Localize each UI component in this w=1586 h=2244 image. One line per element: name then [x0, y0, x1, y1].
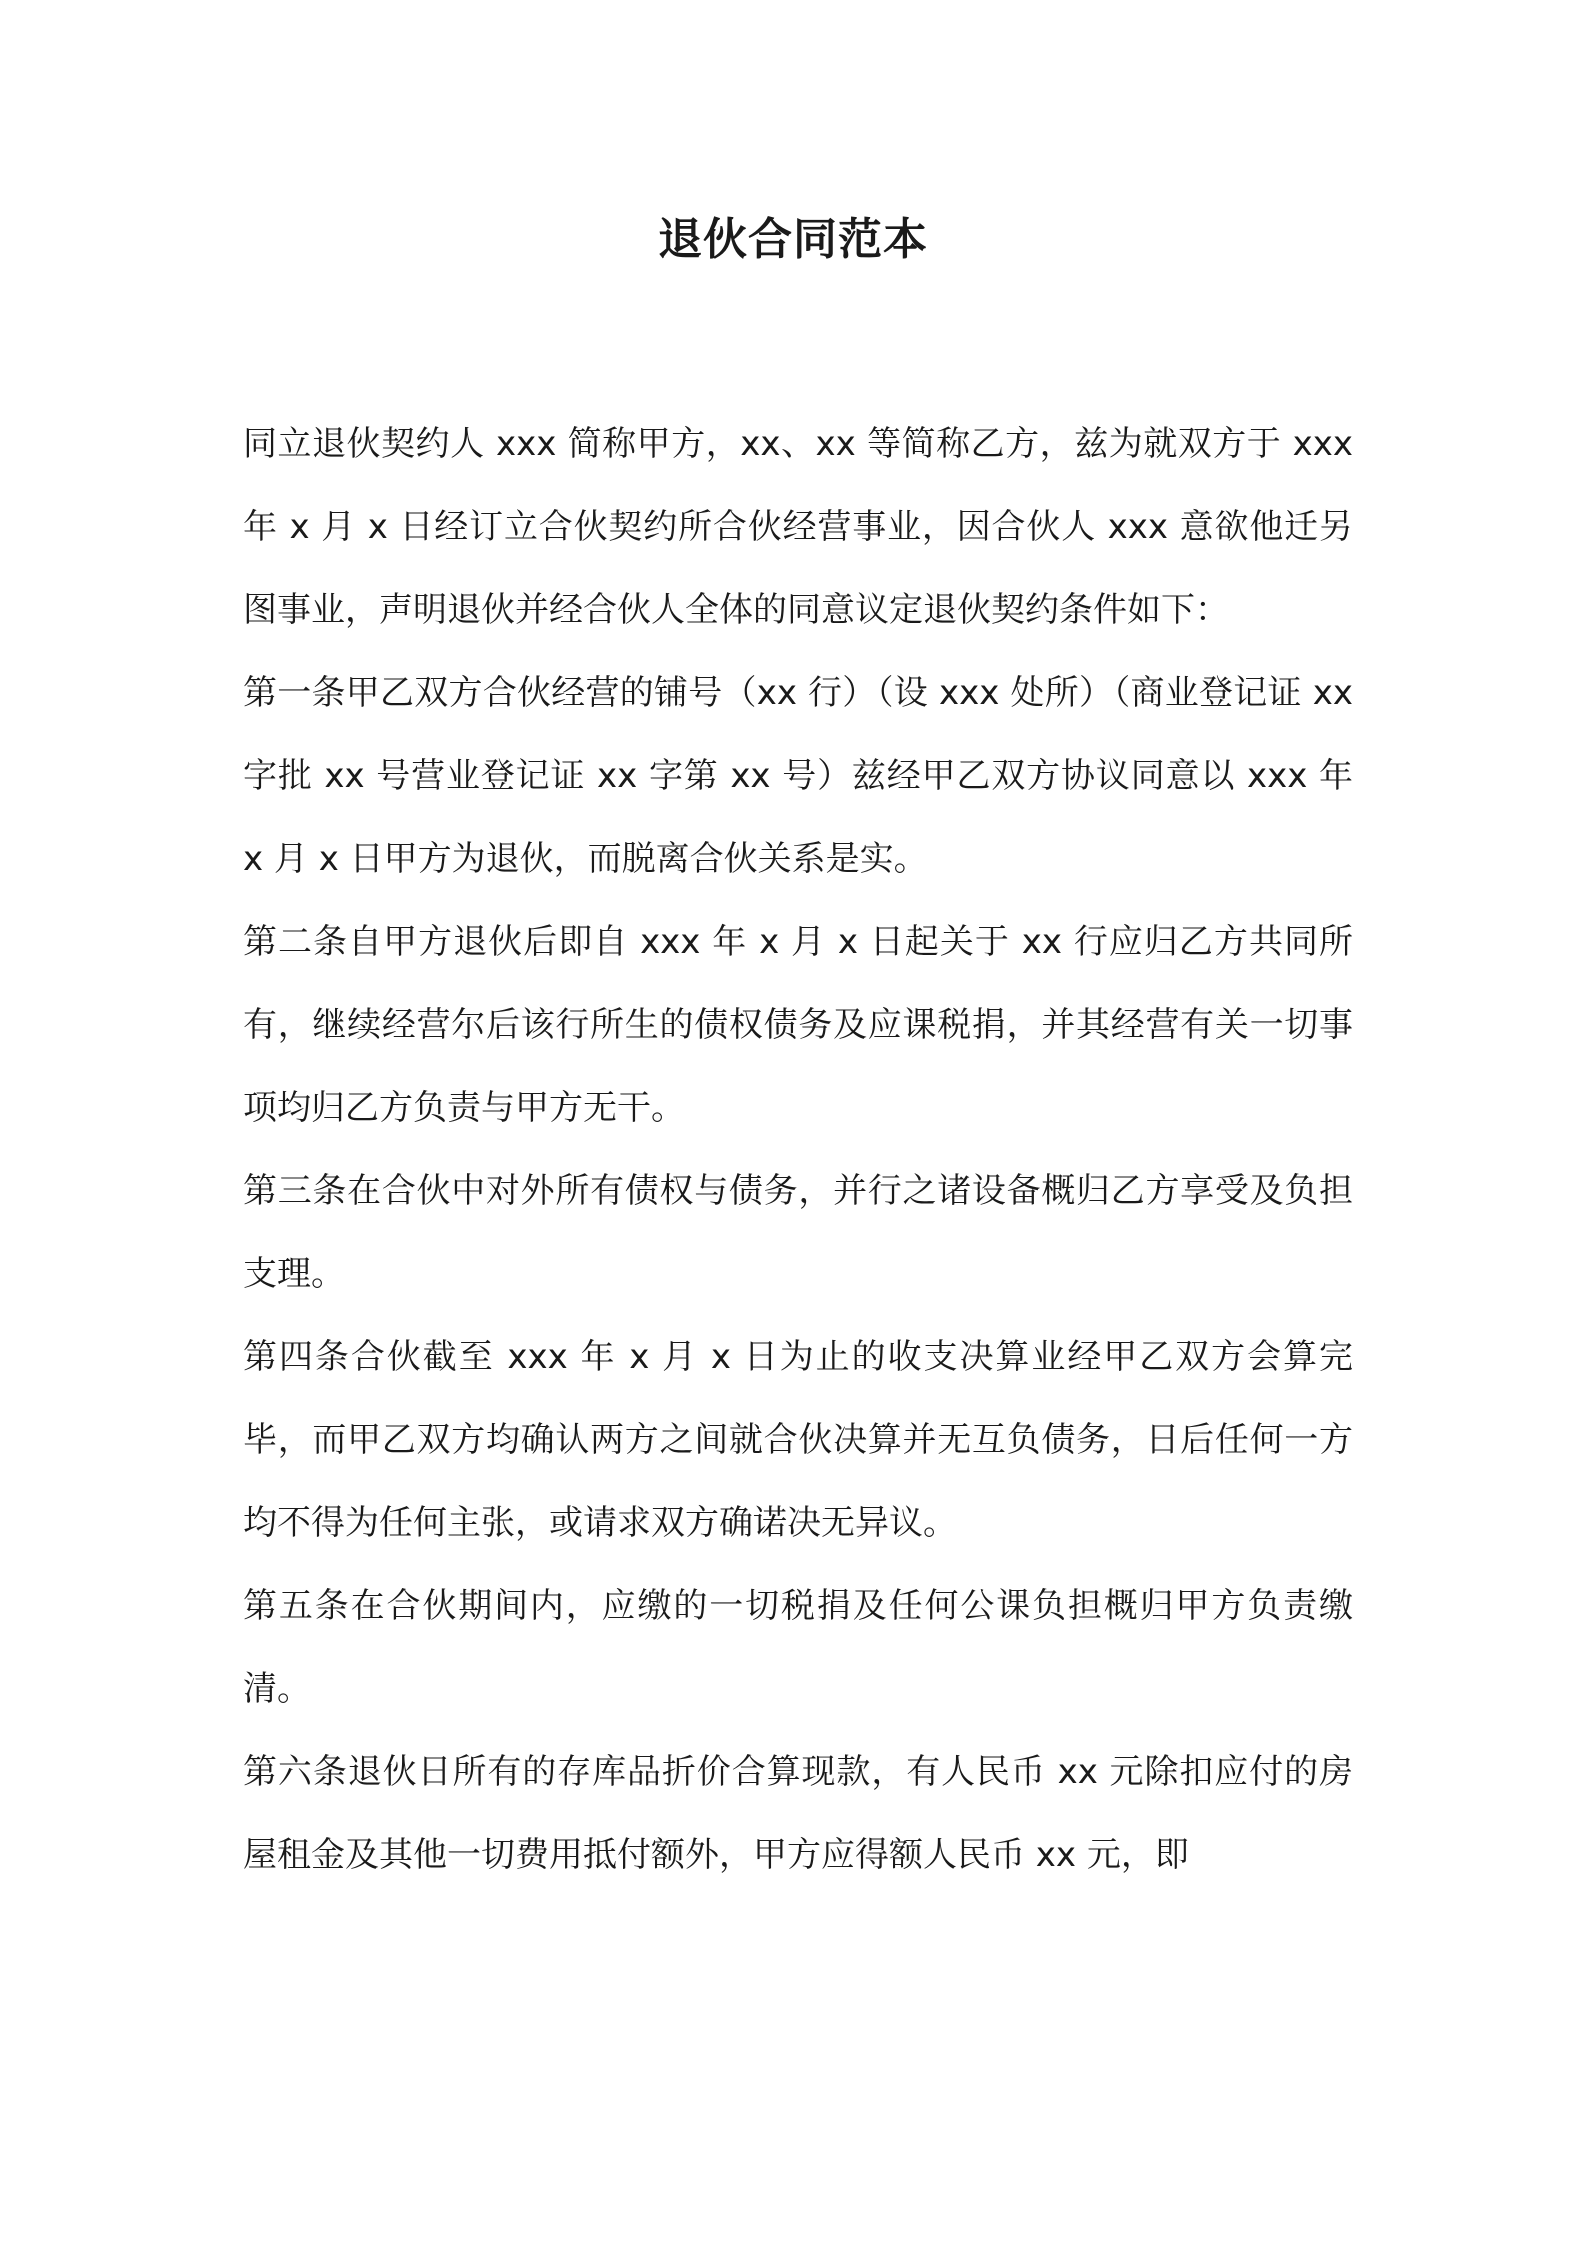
document-title: 退伙合同范本	[658, 214, 928, 265]
article-2-paragraph: 第二条自甲方退伙后即自 xxx 年 x 月 x 日起关于 xx 行应归乙方共同所有，继续经营尔后该行所生的债权债务及应课税捐，并其经营有关一切事项均归乙方负责与甲方无干。	[243, 922, 1353, 1128]
article-4-paragraph: 第四条合伙截至 xxx 年 x 月 x 日为止的收支决算业经甲乙双方会算完毕，而甲乙双方均确认两方之间就合伙决算并无互负债务，日后任何一方均不得为任何主张，或请求双方确诺决无异议。	[243, 1337, 1353, 1543]
document-body	[243, 403, 1353, 1897]
preamble-paragraph: 同立退伙契约人 xxx 简称甲方，xx、xx 等简称乙方，兹为就双方于 xxx 年 x 月 x 日经订立合伙契约所合伙经营事业，因合伙人 xxx 意欲他迁另图事业，声明退伙并经合伙人全体的同意议定退伙契约条件如下：	[243, 424, 1353, 630]
article-5-paragraph: 第五条在合伙期间内，应缴的一切税捐及任何公课负担概归甲方负责缴清。	[243, 1586, 1353, 1709]
article-6-paragraph: 第六条退伙日所有的存库品折价合算现款，有人民币 xx 元除扣应付的房屋租金及其他一切费用抵付额外，甲方应得额人民币 xx 元，即	[243, 1752, 1353, 1875]
article-3-paragraph: 第三条在合伙中对外所有债权与债务，并行之诸设备概归乙方享受及负担支理。	[243, 1171, 1353, 1294]
article-1-paragraph: 第一条甲乙双方合伙经营的铺号（xx 行）（设 xxx 处所）（商业登记证 xx 字批 xx 号营业登记证 xx 字第 xx 号）兹经甲乙双方协议同意以 xxx 年 x 月 x 日甲方为退伙，而脱离合伙关系是实。	[243, 673, 1353, 879]
